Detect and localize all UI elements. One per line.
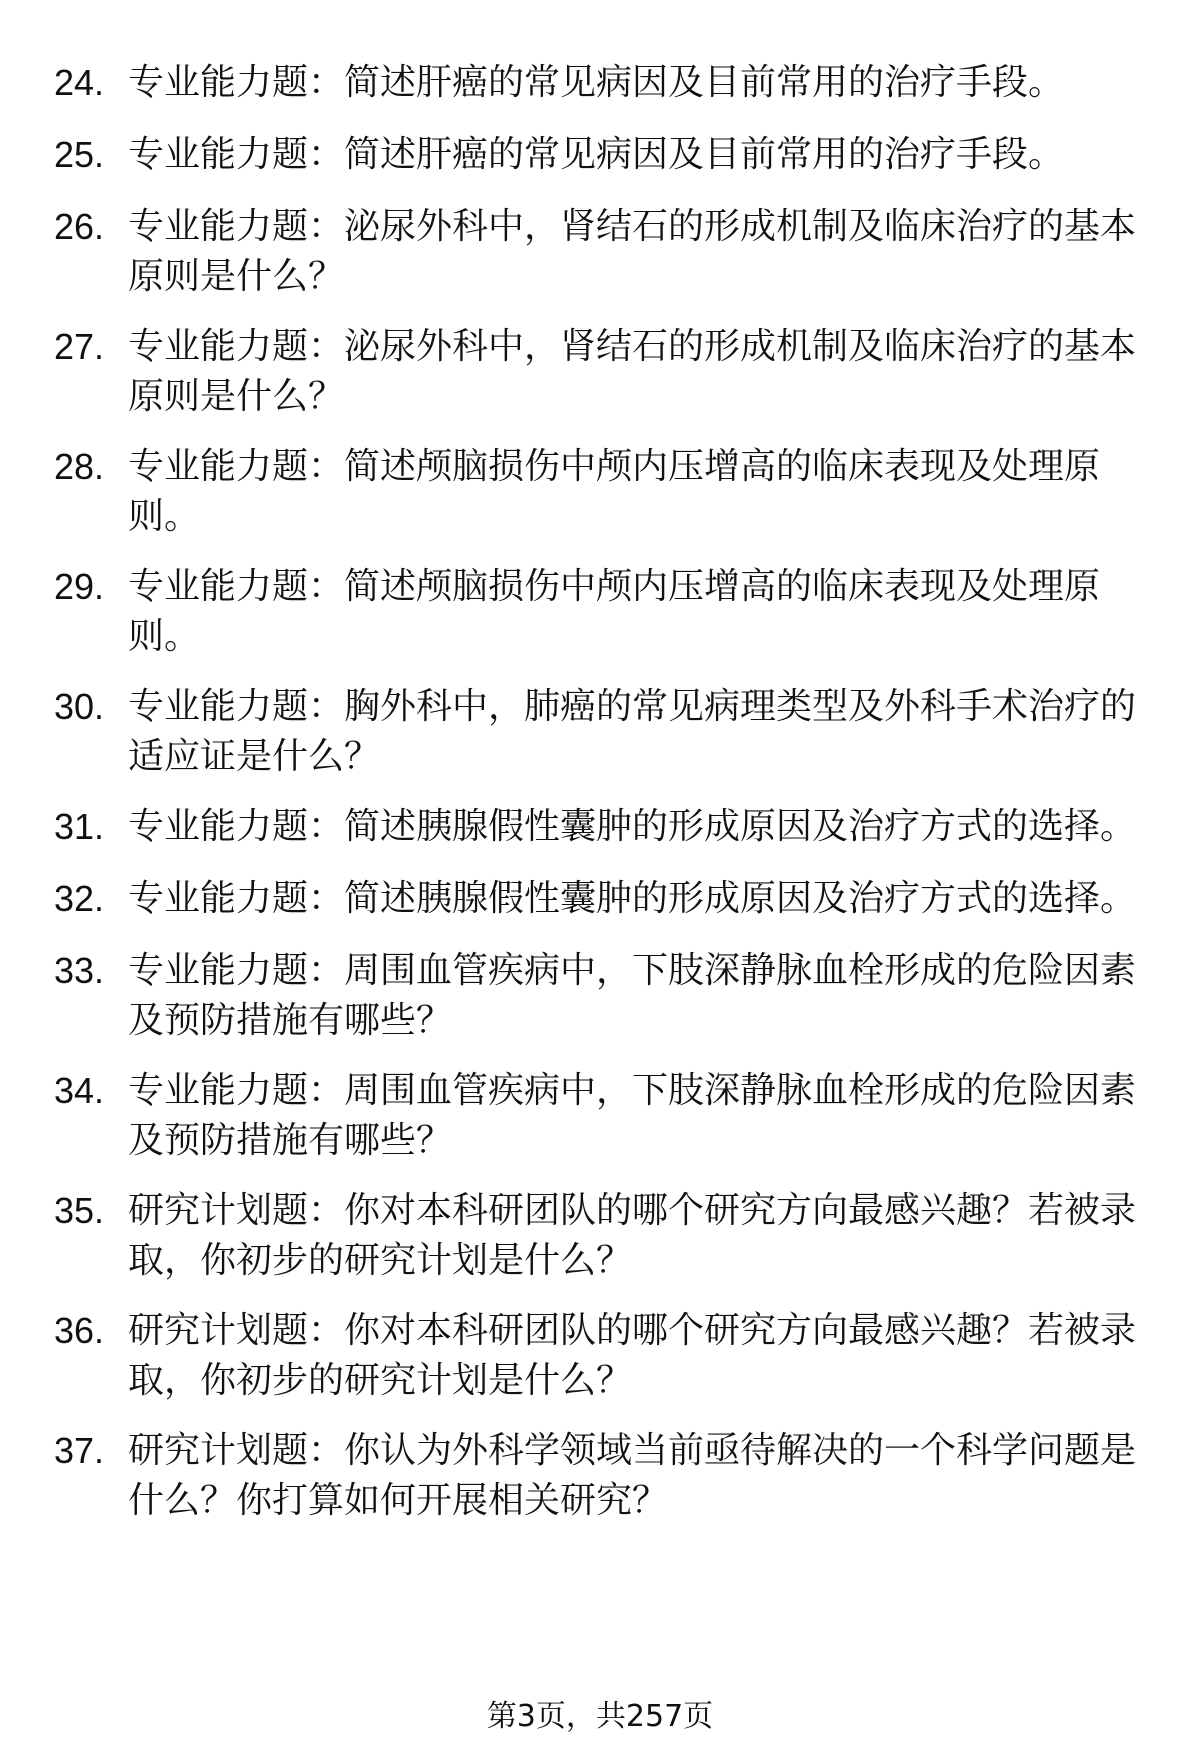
- question-number: 34.: [54, 1070, 105, 1111]
- question-text: 专业能力题：简述胰腺假性囊肿的形成原因及治疗方式的选择。: [128, 806, 1137, 847]
- question-text: 专业能力题：泌尿外科中，肾结石的形成机制及临床治疗的基本原则是什么？: [128, 206, 1137, 297]
- question-number: 27.: [54, 326, 105, 367]
- question-number: 28.: [54, 446, 105, 487]
- question-number: 25.: [54, 134, 105, 175]
- question-number: 33.: [54, 950, 105, 991]
- question-text: 专业能力题：简述肝癌的常见病因及目前常用的治疗手段。: [128, 62, 1065, 103]
- question-text: 专业能力题：简述颅脑损伤中颅内压增高的临床表现及处理原则。: [128, 566, 1101, 657]
- question-number: 32.: [54, 878, 105, 919]
- question-text: 专业能力题：周围血管疾病中，下肢深静脉血栓形成的危险因素及预防措施有哪些？: [128, 1070, 1137, 1161]
- question-number: 24.: [54, 62, 105, 103]
- question-text: 专业能力题：简述肝癌的常见病因及目前常用的治疗手段。: [128, 134, 1065, 175]
- question-number: 36.: [54, 1310, 105, 1351]
- question-text: 专业能力题：简述颅脑损伤中颅内压增高的临床表现及处理原则。: [128, 446, 1101, 537]
- question-text: 研究计划题：你认为外科学领域当前亟待解决的一个科学问题是什么？你打算如何开展相关研究？: [128, 1430, 1137, 1521]
- question-number: 37.: [54, 1430, 105, 1471]
- question-number: 30.: [54, 686, 105, 727]
- page-footer: 第3页，共257页: [486, 1699, 714, 1734]
- question-text: 专业能力题：胸外科中，肺癌的常见病理类型及外科手术治疗的适应证是什么？: [128, 686, 1137, 777]
- question-number: 26.: [54, 206, 105, 247]
- question-text: 专业能力题：周围血管疾病中，下肢深静脉血栓形成的危险因素及预防措施有哪些？: [128, 950, 1137, 1041]
- question-text: 专业能力题：泌尿外科中，肾结石的形成机制及临床治疗的基本原则是什么？: [128, 326, 1137, 417]
- question-number: 35.: [54, 1190, 105, 1231]
- question-text: 专业能力题：简述胰腺假性囊肿的形成原因及治疗方式的选择。: [128, 878, 1137, 919]
- question-number: 31.: [54, 806, 105, 847]
- question-text: 研究计划题：你对本科研团队的哪个研究方向最感兴趣？若被录取，你初步的研究计划是什么？: [128, 1310, 1137, 1401]
- question-text: 研究计划题：你对本科研团队的哪个研究方向最感兴趣？若被录取，你初步的研究计划是什么？: [128, 1190, 1137, 1281]
- question-number: 29.: [54, 566, 105, 607]
